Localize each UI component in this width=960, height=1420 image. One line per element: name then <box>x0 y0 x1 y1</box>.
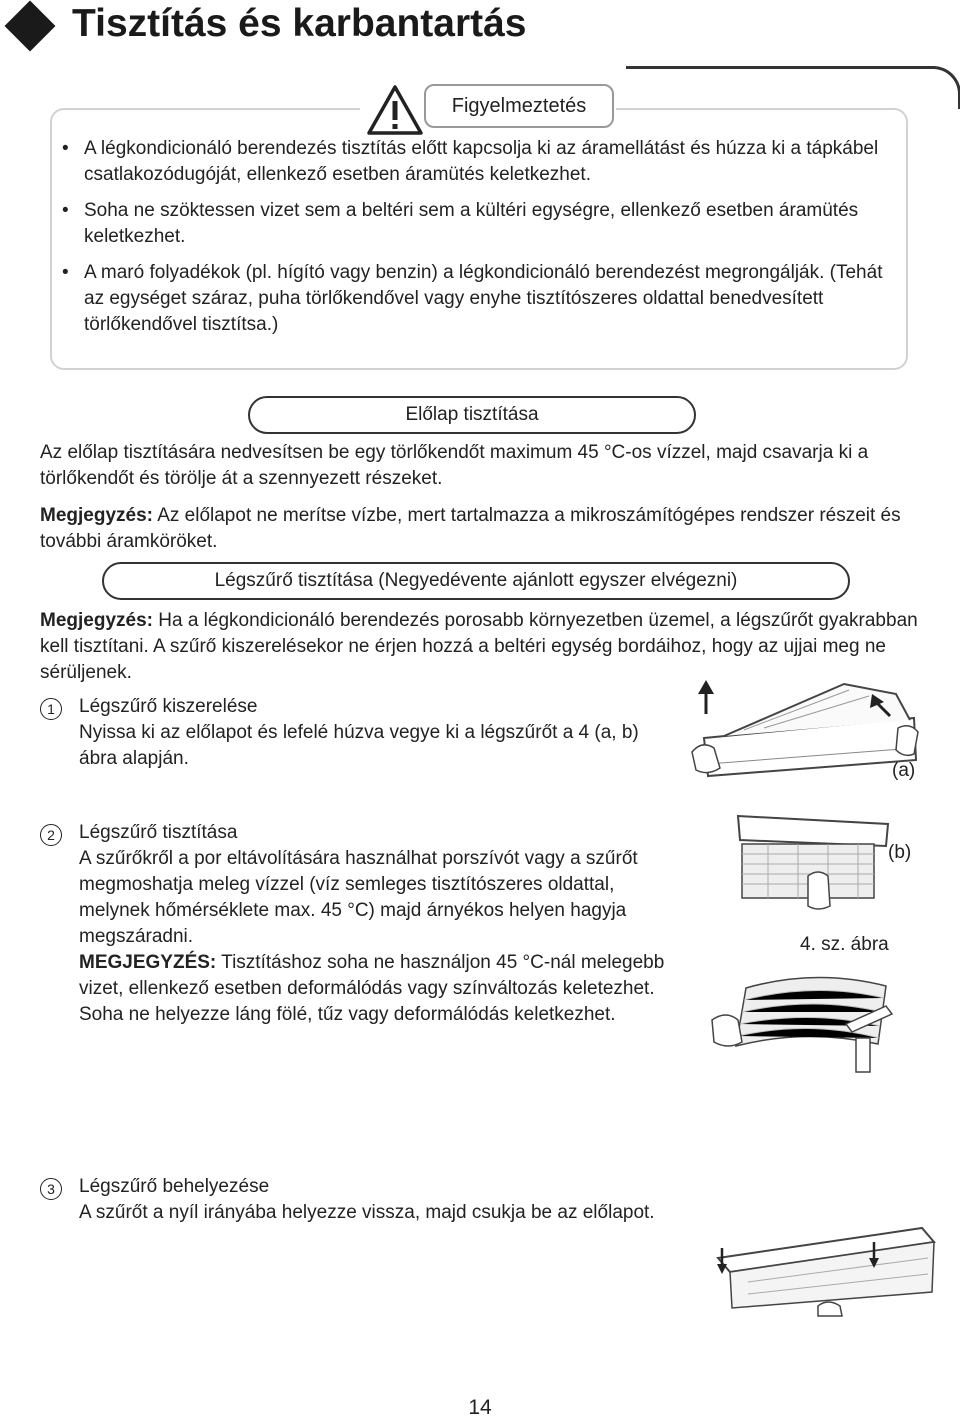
section-frame-line <box>626 66 960 109</box>
note-text: Az előlapot ne merítse vízbe, mert tartalmazza a mikroszámítógépes rendszer részeit és további áramköröket. <box>40 505 901 552</box>
figure-a-label: (a) <box>892 760 916 781</box>
warning-triangle-icon <box>366 84 424 136</box>
step-number: 1 <box>40 698 62 720</box>
step-note <box>79 950 669 1028</box>
filter-cleaning-illustration <box>706 960 906 1080</box>
figure-caption: 4. sz. ábra <box>800 934 889 955</box>
filter-insert-illustration <box>708 1222 944 1318</box>
front-panel-note <box>40 503 930 555</box>
warning-item: • Soha ne szöktessen vizet sem a beltéri sem a kültéri egységre, ellenkező esetben áramütés keletkezhet. <box>62 198 892 250</box>
warning-item: • A maró folyadékok (pl. hígító vagy benzin) a légkondicionáló berendezést megrongálják. (Tehát az egységet száraz, puha törlőkendővel vagy enyhe tisztítószeres oldattal benedvesített törlőkendővel tisztítsa.) <box>62 260 892 338</box>
note-label: Megjegyzés: <box>40 505 153 526</box>
step-title: Légszűrő kiszerelése <box>79 696 258 717</box>
step-1 <box>79 694 679 772</box>
note-text: Ha a légkondicionáló berendezés porosabb környezetben üzemel, a légszűrőt gyakrabban kell tisztítani. A szűrő kiszerelésekor ne érjen hozzá a beltéri egység bordáihoz, hogy az ujjai meg ne sérüljenek. <box>40 610 918 683</box>
step-3 <box>79 1174 669 1226</box>
warning-item: • A légkondicionáló berendezés tisztítás előtt kapcsolja ki az áramellátást és húzza ki a tápkábel csatlakozódugóját, ellenkező esetben áramütés keletkezhet. <box>62 136 892 188</box>
step-number: 2 <box>40 824 62 846</box>
step-title: Légszűrő behelyezése <box>79 1176 270 1197</box>
step-number: 3 <box>40 1178 62 1200</box>
note-label: MEGJEGYZÉS: <box>79 952 217 973</box>
step-body: Nyissa ki az előlapot és lefelé húzva vegye ki a légszűrőt a 4 (a, b) ábra alapján. <box>79 722 639 769</box>
figure-b-illustration <box>708 806 908 924</box>
note-text: Tisztításhoz soha ne használjon 45 °C-nál melegebb vizet, ellenkező esetben deformálódás vagy színváltozás keletezhet. Soha ne helyezze láng fölé, tűz vagy deformálódás keletkezhet. <box>79 952 665 1025</box>
front-panel-heading: Előlap tisztítása <box>248 396 696 434</box>
front-panel-text: Az előlap tisztítására nedvesítsen be egy törlőkendőt maximum 45 °C-os vízzel, majd csavarja ki a törlőkendőt és törölje át a szennyezett részeket. <box>40 442 869 489</box>
step-body: A szűrőt a nyíl irányába helyezze vissza, majd csukja be az előlapot. <box>79 1202 655 1223</box>
note-label: Megjegyzés: <box>40 610 153 631</box>
page-title: Tisztítás és karbantartás <box>72 2 527 45</box>
step-title: Légszűrő tisztítása <box>79 822 238 843</box>
figure-b-label: (b) <box>888 842 912 863</box>
warning-list <box>62 136 892 348</box>
step-2 <box>79 820 669 1028</box>
title-diamond-icon <box>5 1 56 52</box>
warning-label: Figyelmeztetés <box>424 84 614 128</box>
air-filter-heading: Légszűrő tisztítása (Negyedévente ajánlott egyszer elvégezni) <box>102 562 850 600</box>
page-number: 14 <box>468 1396 492 1419</box>
step-body: A szűrőkről a por eltávolítására használhat porszívót vagy a szűrőt megmoshatja meleg vízzel (víz semleges tisztítószeres oldattal, melynek hőmérséklete max. 45 °C) majd árnyékos helyen hagyja megszáradni. <box>79 848 638 947</box>
